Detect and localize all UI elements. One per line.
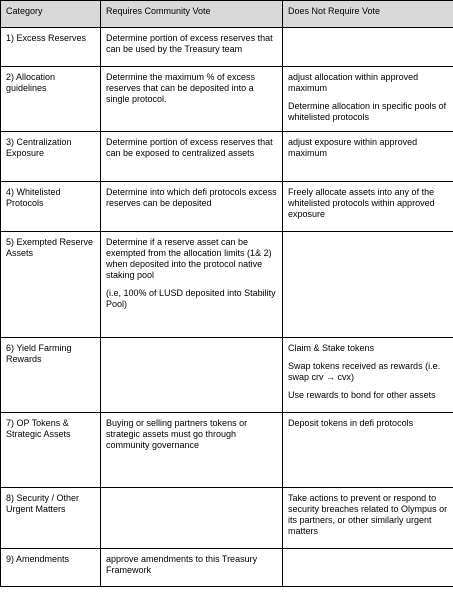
no-vote-cell bbox=[283, 232, 453, 338]
no-vote-cell bbox=[283, 132, 453, 182]
table-row bbox=[1, 549, 453, 587]
cell-paragraph: approve amendments to this Treasury Framework bbox=[106, 554, 258, 575]
category-cell: 5) Exempted Reserve Assets bbox=[1, 232, 101, 338]
cell-paragraph: Determine allocation in specific pools of whitelisted protocols bbox=[288, 101, 447, 122]
category-cell: 6) Yield Farming Rewards bbox=[1, 338, 101, 413]
no-vote-cell bbox=[283, 182, 453, 232]
cell-paragraph: adjust allocation within approved maximum bbox=[288, 72, 419, 93]
category-cell: 7) OP Tokens & Strategic Assets bbox=[1, 413, 101, 488]
category-cell: 8) Security / Other Urgent Matters bbox=[1, 488, 101, 549]
cell-paragraph: Determine portion of excess reserves that can be used by the Treasury team bbox=[106, 33, 273, 54]
category-cell: 4) Whitelisted Protocols bbox=[1, 182, 101, 232]
table-row bbox=[1, 132, 453, 182]
no-vote-cell bbox=[283, 413, 453, 488]
cell-paragraph: Use rewards to bond for other assets bbox=[288, 390, 436, 400]
category-cell: 9) Amendments bbox=[1, 549, 101, 587]
cell-paragraph: adjust exposure within approved maximum bbox=[288, 137, 418, 158]
header-requires-vote: Requires Community Vote bbox=[101, 1, 283, 28]
table-body bbox=[1, 1, 453, 587]
no-vote-cell bbox=[283, 488, 453, 549]
header-row bbox=[1, 1, 453, 28]
table-row bbox=[1, 413, 453, 488]
category-cell: 3) Centralization Exposure bbox=[1, 132, 101, 182]
cell-paragraph: Determine portion of excess reserves that can be exposed to centralized assets bbox=[106, 137, 273, 158]
table-row bbox=[1, 488, 453, 549]
requires-vote-cell bbox=[101, 232, 283, 338]
cell-paragraph: Determine the maximum % of excess reserves that can be deposited into a single protocol. bbox=[106, 72, 256, 104]
requires-vote-cell bbox=[101, 182, 283, 232]
category-cell: 1) Excess Reserves bbox=[1, 28, 101, 67]
table-row bbox=[1, 182, 453, 232]
table-row bbox=[1, 338, 453, 413]
no-vote-cell bbox=[283, 549, 453, 587]
cell-paragraph: Deposit tokens in defi protocols bbox=[288, 418, 414, 428]
no-vote-cell bbox=[283, 338, 453, 413]
header-category: Category bbox=[1, 1, 101, 28]
cell-paragraph: Freely allocate assets into any of the whitelisted protocols within approved exposure bbox=[288, 187, 435, 219]
table-row bbox=[1, 28, 453, 67]
cell-paragraph: (i.e, 100% of LUSD deposited into Stability Pool) bbox=[106, 288, 276, 309]
table-row bbox=[1, 232, 453, 338]
no-vote-cell bbox=[283, 28, 453, 67]
requires-vote-cell bbox=[101, 549, 283, 587]
category-cell: 2) Allocation guidelines bbox=[1, 67, 101, 132]
cell-paragraph: Buying or selling partners tokens or strategic assets must go through community governance bbox=[106, 418, 248, 450]
cell-paragraph: Claim & Stake tokens bbox=[288, 343, 375, 353]
cell-paragraph: Take actions to prevent or respond to security breaches related to Olympus or its partners, or other similarly urgent matters bbox=[288, 493, 448, 536]
no-vote-cell bbox=[283, 67, 453, 132]
cell-paragraph: Determine if a reserve asset can be exempted from the allocation limits (1& 2) when deposited into the protocol native staking pool bbox=[106, 237, 272, 280]
header-no-vote: Does Not Require Vote bbox=[283, 1, 453, 28]
requires-vote-cell bbox=[101, 28, 283, 67]
cell-paragraph: Determine into which defi protocols excess reserves can be deposited bbox=[106, 187, 277, 208]
cell-paragraph: Swap tokens received as rewards (i.e. swap crv → cvx) bbox=[288, 361, 441, 382]
requires-vote-cell bbox=[101, 413, 283, 488]
requires-vote-cell bbox=[101, 67, 283, 132]
table-row bbox=[1, 67, 453, 132]
requires-vote-cell bbox=[101, 338, 283, 413]
requires-vote-cell bbox=[101, 488, 283, 549]
requires-vote-cell bbox=[101, 132, 283, 182]
